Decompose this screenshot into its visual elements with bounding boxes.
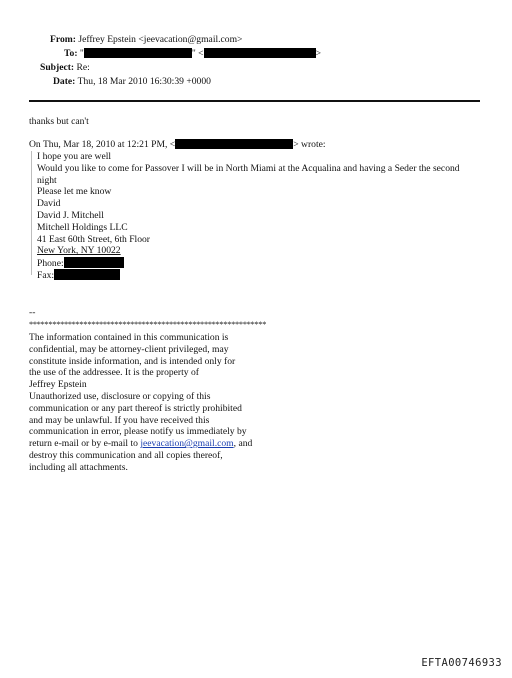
quote-intro-prefix: On Thu, Mar 18, 2010 at 12:21 PM, <: [29, 139, 176, 150]
disclaimer-line: Unauthorized use, disclosure or copying of this: [29, 390, 211, 402]
quoted-line: David J. Mitchell: [37, 209, 104, 221]
quoted-line: Mitchell Holdings LLC: [37, 221, 128, 233]
header-date: [53, 76, 211, 88]
signature-stars: *************************************************************: [29, 320, 267, 329]
quoted-line: night: [37, 174, 57, 186]
to-close: >: [315, 48, 321, 59]
disclaimer: [29, 332, 252, 474]
address-city: New York, NY 10022: [37, 245, 121, 257]
to-mid: " <: [191, 48, 204, 59]
quoted-fax: [37, 269, 460, 281]
disclaimer-line: and may be unlawful. If you have received this: [29, 414, 210, 426]
quoted-line: Please let me know: [37, 186, 112, 198]
quote-intro-suffix: > wrote:: [293, 139, 326, 150]
disclaimer-line: communication in error, please notify us immediately by: [29, 426, 247, 438]
reply-text: thanks but can't: [29, 116, 89, 127]
quoted-address-city: [37, 245, 460, 257]
disclaimer-line: The information contained in this communication is: [29, 332, 229, 343]
redaction-bar: [64, 257, 124, 268]
fax-label: Fax:: [37, 269, 55, 281]
document-id: EFTA00746933: [421, 657, 502, 669]
disclaimer-line: including all attachments.: [29, 461, 128, 473]
disclaimer-notify-line: [29, 438, 252, 450]
quote-intro: [29, 139, 326, 151]
quoted-line: Would you like to come for Passover I will be in North Miami at the Acqualina and having a Seder the second: [37, 162, 460, 174]
signature-dashes: --: [29, 307, 36, 318]
redaction-bar: [204, 48, 316, 58]
email-link[interactable]: jeevacation@gmail.com: [140, 438, 234, 450]
quoted-phone: [37, 257, 460, 269]
quoted-line: David: [37, 198, 61, 210]
to-open-quote: ": [79, 48, 84, 59]
quoted-line: 41 East 60th Street, 6th Floor: [37, 233, 150, 245]
header-divider: [29, 100, 480, 102]
to-label: To:: [64, 48, 78, 59]
from-label: From:: [50, 34, 76, 45]
date-value: Thu, 18 Mar 2010 16:30:39 +0000: [77, 76, 211, 87]
notify-suffix: , and: [233, 438, 253, 450]
disclaimer-line: constitute inside information, and is intended only for: [29, 355, 236, 367]
disclaimer-line: Jeffrey Epstein: [29, 379, 87, 391]
header-subject: [40, 62, 90, 74]
redaction-bar: [84, 48, 192, 58]
header-to: [64, 48, 321, 60]
disclaimer-line: the use of the addressee. It is the property of: [29, 367, 199, 379]
redaction-bar: [54, 269, 120, 280]
notify-prefix: return e-mail or by e-mail to: [29, 438, 141, 450]
header-from: [50, 34, 242, 46]
subject-value: Re:: [76, 62, 90, 73]
date-label: Date:: [53, 76, 76, 87]
disclaimer-line: destroy this communication and all copies thereof,: [29, 449, 223, 461]
disclaimer-line: communication or any part thereof is strictly prohibited: [29, 402, 242, 414]
redaction-bar: [175, 139, 293, 149]
phone-label: Phone:: [37, 258, 64, 270]
quoted-line: I hope you are well: [37, 151, 112, 162]
disclaimer-line: confidential, may be attorney-client privileged, may: [29, 343, 229, 355]
quote-bar: [31, 151, 32, 275]
subject-label: Subject:: [40, 62, 75, 73]
quoted-message: [37, 151, 460, 281]
from-value: Jeffrey Epstein <jeevacation@gmail.com>: [78, 34, 243, 45]
